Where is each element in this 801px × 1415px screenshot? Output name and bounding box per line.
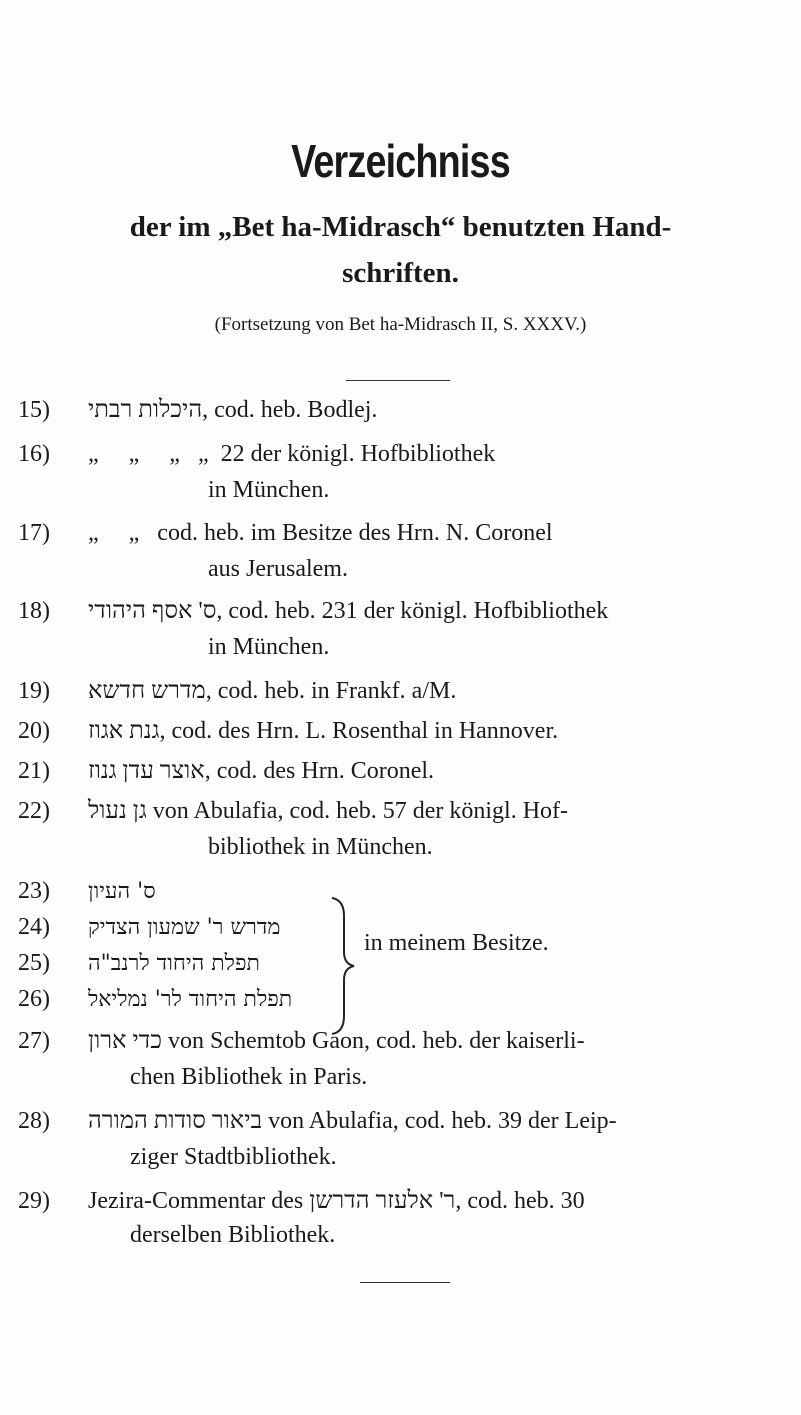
divider — [346, 380, 450, 381]
brace-label: in meinem Besitze. — [364, 930, 549, 956]
entry-text-continued: ziger Stadtbibliothek. — [130, 1144, 337, 1170]
entry-text-continued: chen Bibliothek in Paris. — [130, 1064, 368, 1090]
entry-text: ס' העיון — [88, 879, 156, 904]
bottom-divider — [360, 1282, 450, 1283]
entry-number: 22) — [18, 798, 50, 824]
entry-number: 18) — [18, 598, 50, 624]
entry-number: 17) — [18, 520, 50, 546]
entry-number: 24) — [18, 914, 50, 940]
entry-text-continued: bibliothek in München. — [208, 834, 433, 860]
entry-number: 16) — [18, 441, 50, 467]
entry-number: 23) — [18, 878, 50, 904]
subtitle-line-1: der im „Bet ha-Midrasch“ benutzten Hand- — [129, 211, 672, 243]
entry-text: גן נעול von Abulafia, cod. heb. 57 der königl. Hof- — [88, 798, 569, 824]
entry-number: 28) — [18, 1108, 50, 1134]
entry-text: גנת אגוז, cod. des Hrn. L. Rosenthal in Hannover. — [88, 718, 559, 744]
entry-text: מדרש ר' שמעון הצדיק — [88, 915, 281, 940]
entry-number: 20) — [18, 718, 50, 744]
entry-text: אוצר עדן גנוז, cod. des Hrn. Coronel. — [88, 758, 435, 784]
entry-number: 21) — [18, 758, 50, 784]
entry-number: 27) — [18, 1028, 50, 1054]
entry-text: כדי ארון von Schemtob Gaon, cod. heb. der kaiserli- — [88, 1028, 585, 1054]
entry-text-continued: derselben Bibliothek. — [130, 1222, 336, 1248]
entry-text: Jezira-Commentar des ר' אלעזר הדרשן, cod. heb. 30 — [88, 1188, 585, 1214]
page-title: Verzeichniss — [291, 135, 510, 187]
entry-text: ביאור סודות המורה von Abulafia, cod. heb. 39 der Leip- — [88, 1108, 617, 1134]
entry-text: „ „ „ „ 22 der königl. Hofbibliothek — [88, 441, 496, 467]
continuation-note: (Fortsetzung von Bet ha-Midrasch II, S. XXXV.) — [214, 314, 587, 335]
entry-text: „ „ cod. heb. im Besitze des Hrn. N. Coronel — [88, 520, 553, 546]
entry-number: 19) — [18, 678, 50, 704]
entry-text-continued: in München. — [208, 634, 330, 660]
entry-text-continued: in München. — [208, 477, 330, 503]
entry-number: 15) — [18, 397, 50, 423]
entry-text: היכלות רבתי, cod. heb. Bodlej. — [88, 397, 378, 423]
entry-number: 26) — [18, 986, 50, 1012]
entry-text: תפלת היחוד לר' נמליאל — [88, 987, 293, 1012]
entry-text-continued: aus Jerusalem. — [208, 556, 348, 582]
entry-number: 29) — [18, 1188, 50, 1214]
subtitle-line-2: schriften. — [342, 257, 459, 289]
entry-text: ס' אסף היהודי, cod. heb. 231 der königl. Hofbibliothek — [88, 598, 609, 624]
entry-number: 25) — [18, 950, 50, 976]
entry-text: מדרש חדשא, cod. heb. in Frankf. a/M. — [88, 678, 457, 704]
entry-text: תפלת היחוד לרנב"ה — [88, 951, 260, 976]
